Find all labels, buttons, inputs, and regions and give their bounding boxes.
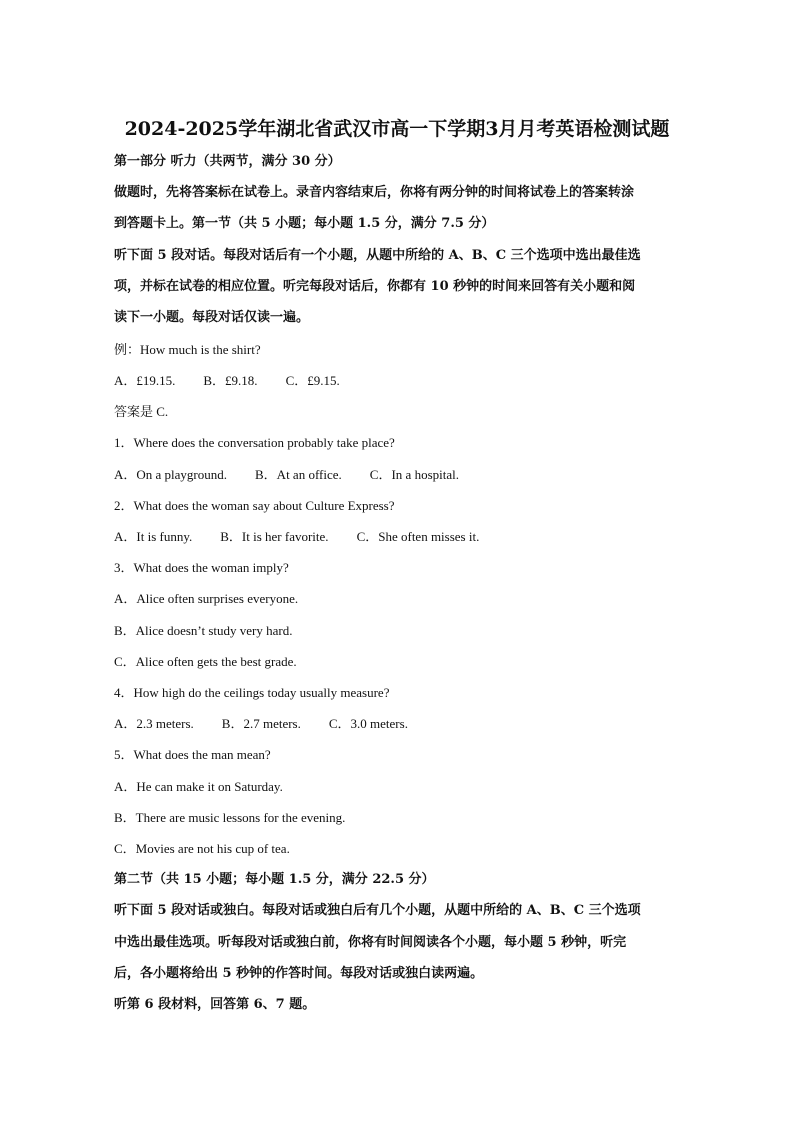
instructions-line-1: 做题时，先将答案标在试卷上。录音内容结束后，你将有两分钟的时间将试卷上的答案转涂 bbox=[114, 185, 635, 200]
question-1-options bbox=[114, 467, 694, 483]
question-1-option-a: A．On a playground. bbox=[114, 467, 228, 482]
question-4-option-a: A．2.3 meters. bbox=[114, 716, 194, 731]
question-1-option-b: B．At an office. bbox=[255, 467, 342, 482]
section2-intro-line-2: 中选出最佳选项。听每段对话或独白前，你将有时间阅读各个小题，每小题 5 秒钟，听完 bbox=[114, 935, 627, 950]
question-2-option-b: B．It is her favorite. bbox=[220, 529, 329, 544]
section1-intro-line-1: 听下面 5 段对话。每段对话后有一个小题，从题中所给的 A、B、C 三个选项中选出最佳选 bbox=[114, 248, 641, 263]
question-5: 5．What does the man mean? bbox=[114, 747, 271, 762]
example-option-a: A．£19.15. bbox=[114, 373, 176, 388]
question-2-option-a: A．It is funny. bbox=[114, 529, 193, 544]
question-3-option-c: C．Alice often gets the best grade. bbox=[114, 654, 297, 669]
section2-intro-line-1: 听下面 5 段对话或独白。每段对话或独白后有几个小题，从题中所给的 A、B、C 三个选项 bbox=[114, 903, 641, 918]
example-option-c: C．£9.15. bbox=[285, 373, 340, 388]
question-2-options bbox=[114, 529, 694, 545]
question-3-option-a: A．Alice often surprises everyone. bbox=[114, 591, 299, 606]
section1-intro-line-2: 项，并标在试卷的相应位置。听完每段对话后，你都有 10 秒钟的时间来回答有关小题和阅 bbox=[114, 279, 636, 294]
question-4-option-b: B．2.7 meters. bbox=[221, 716, 301, 731]
question-1: 1．Where does the conversation probably take place? bbox=[114, 435, 395, 450]
question-5-option-c: C．Movies are not his cup of tea. bbox=[114, 841, 290, 856]
part1-heading: 第一部分 听力（共两节，满分 30 分） bbox=[114, 154, 341, 169]
material-6-instruction: 听第 6 段材料，回答第 6、7 题。 bbox=[114, 997, 316, 1012]
question-4-options bbox=[114, 716, 694, 732]
question-2: 2．What does the woman say about Culture Express? bbox=[114, 498, 395, 513]
section2-heading: 第二节（共 15 小题；每小题 1.5 分，满分 22.5 分） bbox=[114, 872, 435, 887]
question-5-option-a: A．He can make it on Saturday. bbox=[114, 779, 283, 794]
question-4: 4．How high do the ceilings today usually measure? bbox=[114, 685, 390, 700]
example-option-b: B．£9.18. bbox=[203, 373, 258, 388]
section2-intro-line-3: 后，各小题将给出 5 秒钟的作答时间。每段对话或独白读两遍。 bbox=[114, 966, 484, 981]
question-5-option-b: B．There are music lessons for the evening. bbox=[114, 810, 346, 825]
question-1-option-c: C．In a hospital. bbox=[369, 467, 459, 482]
example-question: 例：How much is the shirt? bbox=[114, 342, 261, 357]
example-options bbox=[114, 373, 694, 389]
question-4-option-c: C．3.0 meters. bbox=[328, 716, 408, 731]
instructions-line-2: 到答题卡上。第一节（共 5 小题；每小题 1.5 分，满分 7.5 分） bbox=[114, 216, 495, 231]
section1-intro-line-3: 读下一小题。每段对话仅读一遍。 bbox=[114, 310, 310, 325]
example-answer: 答案是 C. bbox=[114, 404, 169, 419]
question-2-option-c: C．She often misses it. bbox=[356, 529, 480, 544]
page-title: 2024-2025学年湖北省武汉市高一下学期3月月考英语检测试题 bbox=[124, 118, 670, 140]
question-3-option-b: B．Alice doesn’t study very hard. bbox=[114, 623, 293, 638]
question-3: 3．What does the woman imply? bbox=[114, 560, 289, 575]
